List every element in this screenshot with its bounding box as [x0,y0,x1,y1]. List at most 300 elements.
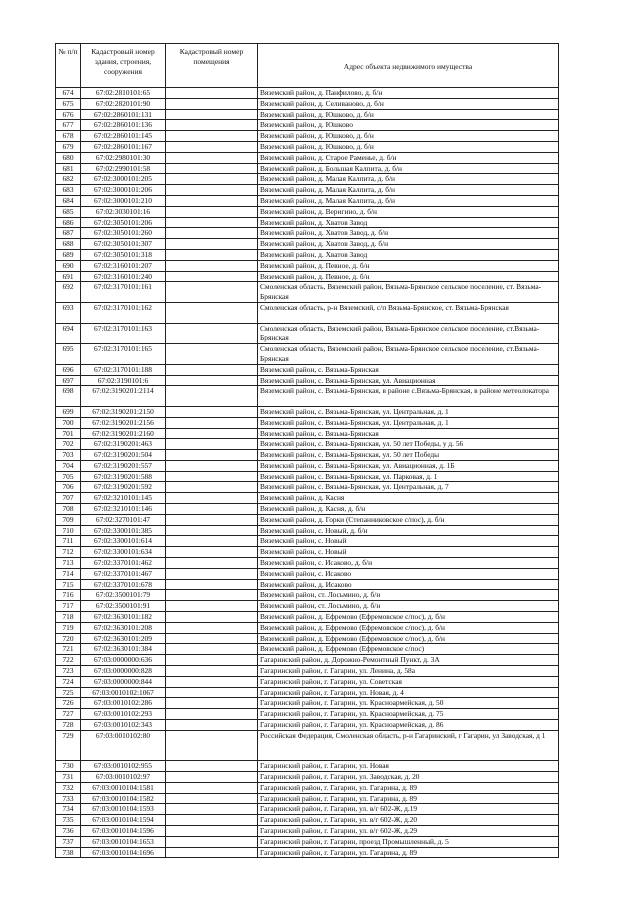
row-number: 737 [56,836,81,847]
address-cell: Вяземский район, д. Ефремово (Ефремовское с/пос), д. б/н [258,633,559,644]
address-cell: Вяземский район, д. Селиваново, д. б/н [258,98,559,109]
address-cell: Вяземский район, д. Большая Калпита, д. б/н [258,163,559,174]
building-cadastral-cell: 67:02:3160101:207 [81,260,166,271]
row-number: 720 [56,633,81,644]
premise-cadastral-cell [166,709,258,720]
premise-cadastral-cell [166,547,258,558]
row-number: 706 [56,482,81,493]
table-row [56,120,559,131]
premise-cadastral-cell [166,239,258,250]
table-row [56,406,559,417]
building-cadastral-cell: 67:03:0000000:828 [81,666,166,677]
row-number: 684 [56,195,81,206]
building-cadastral-cell: 67:02:3000101:205 [81,174,166,185]
table-row [56,793,559,804]
premise-cadastral-cell [166,271,258,282]
address-cell: Вяземский район, ст. Лосьмино, д. б/н [258,601,559,612]
row-number: 734 [56,804,81,815]
building-cadastral-cell: 67:02:3190201:504 [81,450,166,461]
address-cell: Вяземский район, с. Исаково [258,568,559,579]
premise-cadastral-cell [166,163,258,174]
address-cell: Вяземский район, с. Вязьма-Брянская, ул. Центральная, д. 1 [258,406,559,417]
building-cadastral-cell: 67:03:0010102:80 [81,730,166,760]
premise-cadastral-cell [166,428,258,439]
building-cadastral-cell: 67:02:2990101:58 [81,163,166,174]
row-number: 698 [56,386,81,407]
address-cell: Вяземский район, с. Вязьма-Брянская [258,364,559,375]
table-row [56,825,559,836]
header-building-cadastral: Кадастровый номер здания, строения, сооружения [81,44,166,88]
address-cell: Вяземский район, д. Малая Калпита, д. б/н [258,185,559,196]
address-cell: Вяземский район, с. Вязьма-Брянская, ул. Авиационная [258,375,559,386]
address-cell: Вяземский район, с. Вязьма-Брянская, ул. 50 лет Победы, у д. 56 [258,439,559,450]
table-row [56,836,559,847]
address-cell: Гагаринский район, г. Гагарин, ул. Гагарина, д. 89 [258,847,559,858]
address-cell: Вяземский район, д. Малая Калпита, д. б/н [258,195,559,206]
row-number: 700 [56,417,81,428]
row-number: 713 [56,558,81,569]
address-cell: Гагаринский район, г. Гагарин, ул. Новая, д. 4 [258,687,559,698]
building-cadastral-cell: 67:02:3630101:384 [81,644,166,655]
premise-cadastral-cell [166,152,258,163]
building-cadastral-cell: 67:02:3300101:385 [81,525,166,536]
premise-cadastral-cell [166,601,258,612]
building-cadastral-cell: 67:02:2860101:145 [81,131,166,142]
table-row [56,375,559,386]
table-row [56,344,559,365]
building-cadastral-cell: 67:02:3500101:79 [81,590,166,601]
premise-cadastral-cell [166,720,258,731]
premise-cadastral-cell [166,622,258,633]
premise-cadastral-cell [166,612,258,623]
table-row [56,709,559,720]
table-row [56,698,559,709]
address-cell: Вяземский район, д. Певное, д. б/н [258,271,559,282]
building-cadastral-cell: 67:02:3170101:161 [81,282,166,303]
address-cell: Вяземский район, с. Вязьма-Брянская, ул. Центральная, д. 1 [258,417,559,428]
address-cell: Гагаринский район, г. Гагарин, ул. Ленина, д. 58а [258,666,559,677]
building-cadastral-cell: 67:02:3370101:462 [81,558,166,569]
table-row [56,804,559,815]
table-row [56,568,559,579]
building-cadastral-cell: 67:02:2860101:131 [81,109,166,120]
row-number: 687 [56,228,81,239]
building-cadastral-cell: 67:03:0000000:844 [81,676,166,687]
building-cadastral-cell: 67:03:0010102:97 [81,772,166,783]
building-cadastral-cell: 67:02:3030101:16 [81,206,166,217]
premise-cadastral-cell [166,847,258,858]
premise-cadastral-cell [166,217,258,228]
premise-cadastral-cell [166,174,258,185]
building-cadastral-cell: 67:02:2860101:167 [81,141,166,152]
row-number: 692 [56,282,81,303]
building-cadastral-cell: 67:02:2820101:90 [81,98,166,109]
table-row [56,282,559,303]
row-number: 731 [56,772,81,783]
premise-cadastral-cell [166,825,258,836]
table-row [56,547,559,558]
row-number: 699 [56,406,81,417]
premise-cadastral-cell [166,761,258,772]
row-number: 683 [56,185,81,196]
address-cell: Вяземский район, с. Новый, д. б/н [258,525,559,536]
table-row [56,633,559,644]
address-cell: Гагаринский район, г. Гагарин, ул. Советская [258,676,559,687]
premise-cadastral-cell [166,460,258,471]
building-cadastral-cell: 67:02:3000101:210 [81,195,166,206]
address-cell: Гагаринский район, г. Гагарин, ул. в/г 602-Ж, д.20 [258,815,559,826]
row-number: 681 [56,163,81,174]
header-address: Адрес объекта недвижимого имущества [258,44,559,88]
table-row [56,590,559,601]
table-row [56,612,559,623]
address-cell: Гагаринский район, г. Гагарин, ул. Гагарина, д. 89 [258,793,559,804]
premise-cadastral-cell [166,590,258,601]
building-cadastral-cell: 67:02:3190201:463 [81,439,166,450]
row-number: 678 [56,131,81,142]
building-cadastral-cell: 67:02:3630101:182 [81,612,166,623]
row-number: 733 [56,793,81,804]
address-cell: Вяземский район, д. Певное, д. б/н [258,260,559,271]
table-row [56,471,559,482]
table-row [56,601,559,612]
premise-cadastral-cell [166,482,258,493]
address-cell: Вяземский район, д. Ефремово (Ефремовское с/пос) [258,644,559,655]
building-cadastral-cell: 67:03:0010102:286 [81,698,166,709]
table-row [56,460,559,471]
address-cell: Смоленская область, Вяземский район, Вязьма-Брянское сельское поселение, ст.Вязьма-Брянская [258,323,559,344]
address-cell: Вяземский район, д. Ефремово (Ефремовское с/пос), д. б/н [258,622,559,633]
table-row [56,88,559,99]
row-number: 680 [56,152,81,163]
address-cell: Гагаринский район, г. Гагарин, ул. в/г 602-Ж, д.19 [258,804,559,815]
premise-cadastral-cell [166,525,258,536]
table-row [56,847,559,858]
address-cell: Гагаринский район, г. Гагарин, ул. Красноармейская, д. 50 [258,698,559,709]
address-cell: Гагаринский район, г. Гагарин, ул. Заводская, д. 20 [258,772,559,783]
premise-cadastral-cell [166,406,258,417]
table-row [56,239,559,250]
table-row [56,514,559,525]
table-row [56,195,559,206]
premise-cadastral-cell [166,364,258,375]
row-number: 677 [56,120,81,131]
building-cadastral-cell: 67:03:0010104:1593 [81,804,166,815]
row-number: 689 [56,249,81,260]
table-row [56,450,559,461]
row-number: 690 [56,260,81,271]
row-number: 705 [56,471,81,482]
table-row [56,417,559,428]
table-row [56,536,559,547]
row-number: 735 [56,815,81,826]
premise-cadastral-cell [166,568,258,579]
table-row [56,323,559,344]
building-cadastral-cell: 67:03:0010104:1581 [81,782,166,793]
premise-cadastral-cell [166,698,258,709]
address-cell: Гагаринский район, г. Гагарин, ул. Гагарина, д. 89 [258,782,559,793]
row-number: 721 [56,644,81,655]
premise-cadastral-cell [166,687,258,698]
table-row [56,428,559,439]
premise-cadastral-cell [166,504,258,515]
header-num: № п/п [56,44,81,88]
address-cell: Вяземский район, д. Касня [258,493,559,504]
row-number: 708 [56,504,81,515]
address-cell: Вяземский район, с. Вязьма-Брянская, ул. Центральная, д. 7 [258,482,559,493]
building-cadastral-cell: 67:02:3190201:588 [81,471,166,482]
address-cell: Вяземский район, д. Юшково, д. б/н [258,141,559,152]
premise-cadastral-cell [166,109,258,120]
building-cadastral-cell: 67:02:3210101:146 [81,504,166,515]
table-row [56,185,559,196]
address-cell: Вяземский район, с. Вязьма-Брянская, ул. Авиационная, д. 1Б [258,460,559,471]
table-row [56,482,559,493]
premise-cadastral-cell [166,782,258,793]
row-number: 688 [56,239,81,250]
building-cadastral-cell: 67:02:3190201:2150 [81,406,166,417]
address-cell: Вяземский район, д. Горки (Степанниковское с/пос), д. б/н [258,514,559,525]
table-row [56,249,559,260]
table-header-row [56,44,559,88]
row-number: 715 [56,579,81,590]
row-number: 736 [56,825,81,836]
row-number: 704 [56,460,81,471]
row-number: 676 [56,109,81,120]
row-number: 717 [56,601,81,612]
row-number: 694 [56,323,81,344]
premise-cadastral-cell [166,386,258,407]
building-cadastral-cell: 67:03:0010102:343 [81,720,166,731]
row-number: 710 [56,525,81,536]
building-cadastral-cell: 67:03:0010104:1594 [81,815,166,826]
building-cadastral-cell: 67:02:3160101:240 [81,271,166,282]
address-cell: Гагаринский район, г. Гагарин, проезд Промышленный, д. 5 [258,836,559,847]
address-cell: Вяземский район, д. Ефремово (Ефремовское с/пос), д. б/н [258,612,559,623]
address-cell: Вяземский район, д. Хватов Завод, д. б/н [258,239,559,250]
building-cadastral-cell: 67:03:0010104:1696 [81,847,166,858]
address-cell: Смоленская область, р-н Вяземский, с/п Вязьма-Брянское, ст. Вязьма-Брянская [258,302,559,323]
premise-cadastral-cell [166,514,258,525]
address-cell: Вяземский район, д. Хватов Завод [258,217,559,228]
table-row [56,260,559,271]
building-cadastral-cell: 67:02:3170101:165 [81,344,166,365]
premise-cadastral-cell [166,249,258,260]
address-cell: Гагаринский район, г. Гагарин, ул. в/г 602-Ж, д.29 [258,825,559,836]
table-row [56,386,559,407]
row-number: 686 [56,217,81,228]
premise-cadastral-cell [166,185,258,196]
building-cadastral-cell: 67:02:3190201:2156 [81,417,166,428]
building-cadastral-cell: 67:02:3170101:162 [81,302,166,323]
premise-cadastral-cell [166,493,258,504]
row-number: 730 [56,761,81,772]
premise-cadastral-cell [166,323,258,344]
address-cell: Гагаринский район, д. Дорожно-Ремонтный Пункт, д. 3А [258,655,559,666]
table-row [56,493,559,504]
building-cadastral-cell: 67:02:3190201:592 [81,482,166,493]
address-cell: Российская Федерация, Смоленская область, р-н Гагаринский, г Гагарин, ул Заводская, д 1 [258,730,559,760]
building-cadastral-cell: 67:02:3170101:163 [81,323,166,344]
row-number: 727 [56,709,81,720]
premise-cadastral-cell [166,815,258,826]
row-number: 709 [56,514,81,525]
building-cadastral-cell: 67:02:3190101:6 [81,375,166,386]
premise-cadastral-cell [166,655,258,666]
row-number: 685 [56,206,81,217]
row-number: 719 [56,622,81,633]
address-cell: Вяземский район, д. Малая Калпита, д. б/н [258,174,559,185]
table-row [56,271,559,282]
table-row [56,302,559,323]
row-number: 696 [56,364,81,375]
building-cadastral-cell: 67:02:3190201:557 [81,460,166,471]
row-number: 738 [56,847,81,858]
address-cell: Вяземский район, с. Вязьма-Брянская, ул. 50 лет Победы [258,450,559,461]
building-cadastral-cell: 67:02:3050101:206 [81,217,166,228]
address-cell: Вяземский район, д. Панфилово, д. б/н [258,88,559,99]
row-number: 693 [56,302,81,323]
table-row [56,131,559,142]
premise-cadastral-cell [166,536,258,547]
row-number: 707 [56,493,81,504]
premise-cadastral-cell [166,417,258,428]
building-cadastral-cell: 67:02:3050101:307 [81,239,166,250]
table-row [56,98,559,109]
table-row [56,364,559,375]
premise-cadastral-cell [166,579,258,590]
table-row [56,141,559,152]
table-row [56,655,559,666]
table-row [56,730,559,760]
table-row [56,761,559,772]
building-cadastral-cell: 67:02:3300101:614 [81,536,166,547]
table-row [56,163,559,174]
building-cadastral-cell: 67:02:3630101:208 [81,622,166,633]
premise-cadastral-cell [166,260,258,271]
address-cell: Смоленская область, Вяземский район, Вязьма-Брянское сельское поселение, ст. Вязьма-Брянская [258,282,559,303]
building-cadastral-cell: 67:03:0010102:955 [81,761,166,772]
row-number: 714 [56,568,81,579]
header-premise-cadastral: Кадастровый номер помещения [166,44,258,88]
table-row [56,217,559,228]
premise-cadastral-cell [166,88,258,99]
row-number: 679 [56,141,81,152]
building-cadastral-cell: 67:03:0010102:293 [81,709,166,720]
premise-cadastral-cell [166,804,258,815]
building-cadastral-cell: 67:02:2810101:65 [81,88,166,99]
premise-cadastral-cell [166,633,258,644]
premise-cadastral-cell [166,471,258,482]
table-row [56,815,559,826]
table-row [56,558,559,569]
building-cadastral-cell: 67:02:3370101:678 [81,579,166,590]
table-row [56,109,559,120]
building-cadastral-cell: 67:03:0010104:1596 [81,825,166,836]
row-number: 726 [56,698,81,709]
row-number: 701 [56,428,81,439]
row-number: 674 [56,88,81,99]
table-row [56,772,559,783]
building-cadastral-cell: 67:02:3170101:188 [81,364,166,375]
table-row [56,676,559,687]
premise-cadastral-cell [166,120,258,131]
table-row [56,504,559,515]
address-cell: Вяземский район, с. Вязьма-Брянская, ул. Парковая, д. 1 [258,471,559,482]
building-cadastral-cell: 67:02:2860101:136 [81,120,166,131]
row-number: 691 [56,271,81,282]
table-row [56,439,559,450]
premise-cadastral-cell [166,772,258,783]
premise-cadastral-cell [166,644,258,655]
address-cell: Вяземский район, с. Новый [258,536,559,547]
address-cell: Вяземский район, д. Юшково, д. б/н [258,131,559,142]
premise-cadastral-cell [166,228,258,239]
premise-cadastral-cell [166,282,258,303]
row-number: 732 [56,782,81,793]
address-cell: Вяземский район, ст. Лосьмино, д. б/н [258,590,559,601]
premise-cadastral-cell [166,730,258,760]
row-number: 728 [56,720,81,731]
address-cell: Вяземский район, с. Новый [258,547,559,558]
building-cadastral-cell: 67:02:3190201:2160 [81,428,166,439]
premise-cadastral-cell [166,676,258,687]
address-cell: Вяземский район, д. Хватов Завод, д. б/н [258,228,559,239]
address-cell: Вяземский район, д. Юшково, д. б/н [258,109,559,120]
premise-cadastral-cell [166,302,258,323]
table-row [56,666,559,677]
table-row [56,644,559,655]
address-cell: Вяземский район, д. Хватов Завод [258,249,559,260]
address-cell: Вяземский район, д. Юшково [258,120,559,131]
row-number: 723 [56,666,81,677]
address-cell: Гагаринский район, г. Гагарин, ул. Новая [258,761,559,772]
premise-cadastral-cell [166,344,258,365]
building-cadastral-cell: 67:02:3190201:2114 [81,386,166,407]
building-cadastral-cell: 67:03:0010102:1067 [81,687,166,698]
building-cadastral-cell: 67:02:3630101:209 [81,633,166,644]
table-row [56,228,559,239]
table-row [56,152,559,163]
premise-cadastral-cell [166,450,258,461]
row-number: 682 [56,174,81,185]
premise-cadastral-cell [166,375,258,386]
row-number: 695 [56,344,81,365]
table-row [56,720,559,731]
row-number: 724 [56,676,81,687]
premise-cadastral-cell [166,195,258,206]
row-number: 722 [56,655,81,666]
row-number: 703 [56,450,81,461]
building-cadastral-cell: 67:02:3210101:145 [81,493,166,504]
address-cell: Гагаринский район, г. Гагарин, ул. Красноармейская, д. 86 [258,720,559,731]
table-row [56,782,559,793]
building-cadastral-cell: 67:02:3500101:91 [81,601,166,612]
building-cadastral-cell: 67:02:3050101:318 [81,249,166,260]
table-body [56,88,559,858]
building-cadastral-cell: 67:03:0010104:1582 [81,793,166,804]
building-cadastral-cell: 67:02:3050101:260 [81,228,166,239]
address-cell: Вяземский район, с. Вязьма-Брянская [258,428,559,439]
premise-cadastral-cell [166,558,258,569]
building-cadastral-cell: 67:02:3370101:467 [81,568,166,579]
table-row [56,687,559,698]
building-cadastral-cell: 67:03:0010104:1653 [81,836,166,847]
building-cadastral-cell: 67:02:2980101:30 [81,152,166,163]
premise-cadastral-cell [166,141,258,152]
table-row [56,579,559,590]
address-cell: Вяземский район, д. Касня, д. б/н [258,504,559,515]
